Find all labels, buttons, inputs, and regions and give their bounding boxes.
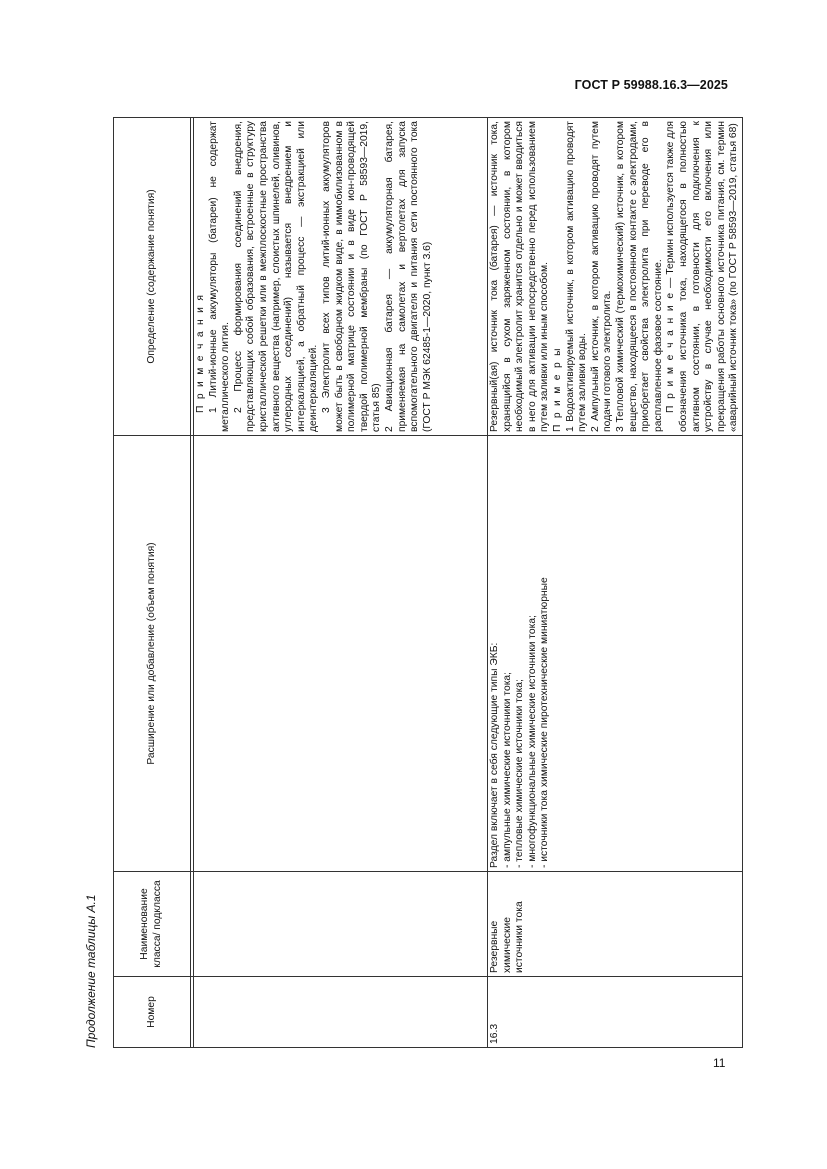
notes-heading: П р и м е ч а н и я [195, 293, 206, 413]
list-item: - тепловые химические источники тока; [514, 679, 526, 868]
list-item: - ампульные химические источники тока; [501, 671, 513, 868]
cell-number: 16.3 [488, 977, 743, 1048]
note [665, 121, 741, 432]
example-1: 1 Водоактивируемый источник, в котором активацию проводят путем заливки воды. [564, 121, 589, 432]
examples-heading: П р и м е р ы [551, 346, 563, 432]
extension-intro: Раздел включает в себя следующие типы ЭКБ: [489, 642, 500, 868]
list-item: - многофункциональные химические источники тока; [526, 615, 538, 868]
table-row [488, 118, 743, 1048]
table-header-row [114, 118, 191, 1048]
cell-definition-continued [194, 118, 488, 436]
note-label: П р и м е ч а н и е [665, 291, 677, 413]
note-text: — Термин используется также для обозначения источника тока, находящегося в полностью активном состоянии, в готовности для подключения к устройству в случае необходимости его включения или прекращения работы основного источника питания, см. термин «аварийный источник тока» (по ГОСТ Р 58593—2019, статья 68) [665, 121, 740, 432]
document-code: ГОСТ Р 59988.16.3—2025 [574, 78, 728, 92]
reserve-source-definition: Резервный(ая) источник тока (батарея) — источник тока, хранящийся в сухом заряженном состоянии, в котором необходимый электролит хранится отдельно и может вводиться в него для активации непосредственно перед использованием путем заливки или иным способом. [489, 121, 551, 432]
column-header-number: Номер [114, 977, 191, 1048]
note-1: 1 Литий-ионные аккумуляторы (батареи) не содержат металлического лития. [207, 121, 232, 432]
column-header-name: Наименование класса/ подкласса [114, 872, 191, 977]
column-header-extension: Расширение или добавление (объем понятия) [114, 436, 191, 872]
table-row [194, 118, 488, 1048]
table-continuation-caption: Продолжение таблицы А.1 [84, 894, 98, 1048]
list-item: - источники тока химические пиротехнические миниатюрные [539, 577, 551, 868]
cell-extension [488, 436, 743, 872]
column-header-definition: Определение (содержание понятия) [114, 118, 191, 436]
example-2: 2 Ампульный источник, в котором активацию проводят путем подачи готового электролита. [589, 121, 614, 432]
note-3: 3 Электролит всех типов литий-ионных аккумуляторов может быть в свободном жидком виде, в иммобилизованном в полимерной матрице состоянии и в виде ион-проводящей твердой полимерной мембраны (по ГОСТ Р 58593—2019, статья 85) [320, 121, 383, 432]
cell-name: Резервные химические источники тока [488, 872, 743, 977]
page-number: 11 [713, 1056, 726, 1070]
note-2: 2 Процесс формирования соединений внедрения, представляющих собой образования, встроенные в структуру кристаллической решетки или в межплоскостные пространства активного вещества (например, слоистых шпинелей, оливинов, углеродных соединений) называется внедрением и интеркаляцией, а обратный процесс — экстракцией или деинтеркаляцией. [232, 121, 320, 432]
classification-table [113, 117, 743, 1048]
cell-number-empty [194, 977, 488, 1048]
example-3: 3 Тепловой химический (термохимический) источник, в котором вещество, находящееся в постоянном контакте с электродами, приобретает свойства электролита при переводе его в расплавленное фазовое состояние. [614, 121, 664, 432]
rotated-table-area [84, 118, 740, 1048]
aviation-battery-definition: 2 Авиационная батарея — аккумуляторная батарея, применяемая на самолетах и вертолетах для запуска вспомогательного двигателя и питания сети постоянного тока (ГОСТ Р МЭК 62485-1—2020, пункт 3.6) [383, 121, 433, 432]
cell-name-empty [194, 872, 488, 977]
cell-extension-empty [194, 436, 488, 872]
cell-definition [488, 118, 743, 436]
